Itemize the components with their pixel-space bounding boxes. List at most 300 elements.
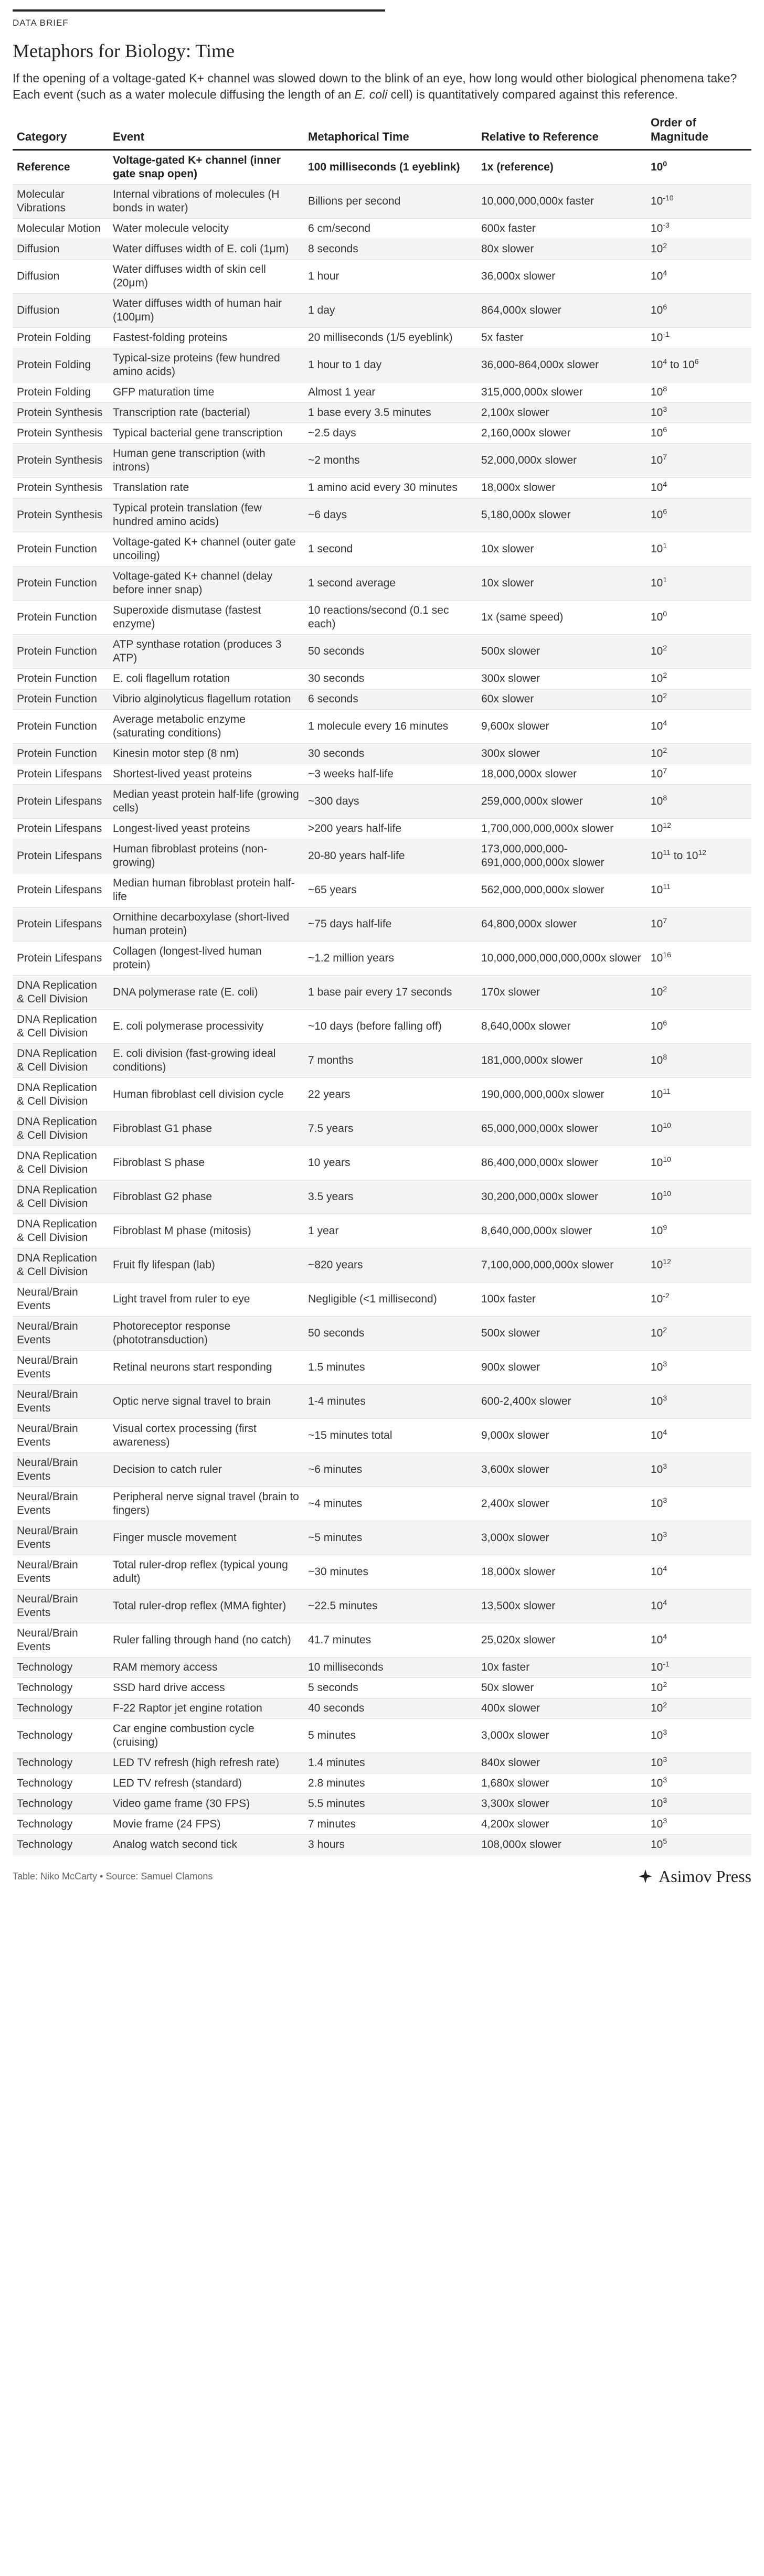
cell-relative: 25,020x slower: [477, 1623, 646, 1658]
cell-event: Typical protein translation (few hundred amino acids): [109, 498, 304, 532]
magnitude-exponent: 3: [663, 1394, 667, 1402]
magnitude-exponent: 10: [663, 1121, 671, 1129]
cell-event: Optic nerve signal travel to brain: [109, 1385, 304, 1419]
table-row: [13, 1351, 751, 1385]
cell-metaphorical-time: 10 years: [304, 1146, 477, 1180]
cell-category: Technology: [13, 1753, 109, 1773]
cell-metaphorical-time: 1 base every 3.5 minutes: [304, 403, 477, 423]
cell-event: Fruit fly lifespan (lab): [109, 1248, 304, 1282]
cell-metaphorical-time: 8 seconds: [304, 239, 477, 260]
cell-relative: 9,600x slower: [477, 710, 646, 744]
cell-metaphorical-time: ~4 minutes: [304, 1487, 477, 1521]
cell-category: Technology: [13, 1658, 109, 1678]
cell-metaphorical-time: 10 reactions/second (0.1 sec each): [304, 601, 477, 635]
magnitude-exponent: 2: [663, 746, 667, 754]
cell-metaphorical-time: 5.5 minutes: [304, 1794, 477, 1814]
cell-category: Protein Synthesis: [13, 478, 109, 498]
cell-metaphorical-time: ~65 years: [304, 873, 477, 907]
cell-event: Fibroblast G1 phase: [109, 1112, 304, 1146]
cell-relative: 900x slower: [477, 1351, 646, 1385]
cell-relative: 840x slower: [477, 1753, 646, 1773]
cell-category: Molecular Motion: [13, 219, 109, 239]
footer-credit: Table: Niko McCarty • Source: Samuel Clamons: [13, 1870, 213, 1882]
cell-relative: 864,000x slower: [477, 294, 646, 328]
cell-metaphorical-time: >200 years half-life: [304, 819, 477, 839]
magnitude-base: 10: [651, 222, 663, 234]
magnitude-base: 10: [651, 1682, 663, 1694]
cell-metaphorical-time: 3.5 years: [304, 1180, 477, 1214]
cell-order-of-magnitude: [646, 150, 751, 185]
table-row: [13, 1248, 751, 1282]
cell-category: Protein Lifespans: [13, 819, 109, 839]
cell-event: Human fibroblast proteins (non-growing): [109, 839, 304, 873]
cell-order-of-magnitude: [646, 382, 751, 403]
cell-order-of-magnitude: [646, 498, 751, 532]
cell-relative: 8,640,000x slower: [477, 1010, 646, 1044]
table-row: [13, 185, 751, 219]
magnitude-base: 10: [651, 795, 663, 807]
cell-relative: 86,400,000,000x slower: [477, 1146, 646, 1180]
cell-order-of-magnitude: [646, 566, 751, 601]
magnitude-base: 10: [651, 1661, 663, 1673]
cell-event: Typical-size proteins (few hundred amino acids): [109, 348, 304, 382]
cell-order-of-magnitude: [646, 1678, 751, 1698]
table-row: [13, 907, 751, 942]
magnitude-base: 10: [651, 645, 663, 657]
cell-category: Diffusion: [13, 294, 109, 328]
cell-order-of-magnitude: [646, 1773, 751, 1794]
magnitude-base: 10: [651, 672, 663, 685]
cell-relative: 5,180,000x slower: [477, 498, 646, 532]
table-row: [13, 1698, 751, 1719]
magnitude-base: 10: [651, 952, 663, 964]
table-row: [13, 478, 751, 498]
table-row: [13, 498, 751, 532]
cell-order-of-magnitude: [646, 764, 751, 785]
intro-italic: E. coli: [354, 88, 388, 101]
cell-metaphorical-time: 41.7 minutes: [304, 1623, 477, 1658]
asimov-press-logo[interactable]: [638, 1867, 751, 1886]
cell-event: Decision to catch ruler: [109, 1453, 304, 1487]
cell-metaphorical-time: ~3 weeks half-life: [304, 764, 477, 785]
cell-order-of-magnitude: [646, 1719, 751, 1753]
cell-event: Human fibroblast cell division cycle: [109, 1078, 304, 1112]
magnitude-base: 10: [651, 693, 663, 705]
magnitude-base: 10: [651, 1818, 663, 1830]
cell-order-of-magnitude: [646, 689, 751, 710]
cell-relative: 18,000x slower: [477, 478, 646, 498]
cell-event: Car engine combustion cycle (cruising): [109, 1719, 304, 1753]
cell-category: Protein Synthesis: [13, 498, 109, 532]
magnitude-base: 10: [651, 332, 663, 344]
magnitude-base: 10: [651, 884, 663, 896]
cell-metaphorical-time: ~30 minutes: [304, 1555, 477, 1589]
magnitude-exponent: -1: [663, 330, 670, 338]
magnitude-base: 10: [651, 407, 663, 419]
magnitude-exponent: 6: [663, 425, 667, 434]
magnitude-base: 10: [651, 577, 663, 589]
cell-relative: 52,000,000x slower: [477, 444, 646, 478]
cell-metaphorical-time: 1.4 minutes: [304, 1753, 477, 1773]
cell-relative: 18,000,000x slower: [477, 764, 646, 785]
cell-relative: 36,000-864,000x slower: [477, 348, 646, 382]
cell-order-of-magnitude: [646, 1180, 751, 1214]
cell-category: Protein Function: [13, 689, 109, 710]
cell-order-of-magnitude: [646, 219, 751, 239]
cell-category: Protein Lifespans: [13, 764, 109, 785]
cell-relative: 30,200,000,000x slower: [477, 1180, 646, 1214]
cell-category: Neural/Brain Events: [13, 1589, 109, 1623]
cell-relative: 400x slower: [477, 1698, 646, 1719]
magnitude-exponent: 9: [663, 1223, 667, 1232]
magnitude-exponent: 2: [663, 985, 667, 993]
table-row: [13, 532, 751, 566]
cell-event: Analog watch second tick: [109, 1835, 304, 1855]
magnitude-base: 10: [651, 822, 663, 835]
magnitude-exponent: 11: [663, 1087, 671, 1095]
cell-event: Longest-lived yeast proteins: [109, 819, 304, 839]
cell-event: Fibroblast G2 phase: [109, 1180, 304, 1214]
cell-event: Movie frame (24 FPS): [109, 1814, 304, 1835]
cell-event: Finger muscle movement: [109, 1521, 304, 1555]
cell-relative: 8,640,000,000x slower: [477, 1214, 646, 1248]
cell-event: Water molecule velocity: [109, 219, 304, 239]
magnitude-base: 10: [651, 509, 663, 521]
cell-metaphorical-time: 1-4 minutes: [304, 1385, 477, 1419]
cell-metaphorical-time: Almost 1 year: [304, 382, 477, 403]
cell-order-of-magnitude: [646, 1419, 751, 1453]
top-rule: [13, 9, 385, 12]
cell-relative: 173,000,000,000-691,000,000,000x slower: [477, 839, 646, 873]
cell-event: GFP maturation time: [109, 382, 304, 403]
cell-order-of-magnitude: [646, 260, 751, 294]
cell-relative: 600x faster: [477, 219, 646, 239]
cell-event: F-22 Raptor jet engine rotation: [109, 1698, 304, 1719]
cell-event: Shortest-lived yeast proteins: [109, 764, 304, 785]
cell-category: DNA Replication & Cell Division: [13, 1146, 109, 1180]
cell-relative: 36,000x slower: [477, 260, 646, 294]
cell-category: Protein Lifespans: [13, 873, 109, 907]
magnitude-base: 10: [651, 768, 663, 780]
cell-event: Fibroblast S phase: [109, 1146, 304, 1180]
cell-category: Neural/Brain Events: [13, 1385, 109, 1419]
magnitude-base: 10: [651, 1702, 663, 1714]
table-row: [13, 1589, 751, 1623]
cell-order-of-magnitude: [646, 1814, 751, 1835]
magnitude-exponent: 4: [663, 1598, 667, 1607]
cell-metaphorical-time: Negligible (<1 millisecond): [304, 1282, 477, 1317]
magnitude-exponent: 10: [663, 1155, 671, 1163]
cell-category: Diffusion: [13, 260, 109, 294]
cell-metaphorical-time: ~15 minutes total: [304, 1419, 477, 1453]
cell-category: DNA Replication & Cell Division: [13, 1044, 109, 1078]
table-row: [13, 1112, 751, 1146]
cell-event: LED TV refresh (standard): [109, 1773, 304, 1794]
cell-order-of-magnitude: [646, 1317, 751, 1351]
cell-order-of-magnitude: [646, 1214, 751, 1248]
cell-event: E. coli flagellum rotation: [109, 669, 304, 689]
table-row: [13, 1521, 751, 1555]
asimov-press-logo-icon: [638, 1868, 653, 1884]
cell-order-of-magnitude: [646, 710, 751, 744]
magnitude-exponent: 4: [663, 269, 667, 277]
cell-event: Translation rate: [109, 478, 304, 498]
magnitude-base: 10: [651, 454, 663, 466]
cell-order-of-magnitude: [646, 294, 751, 328]
cell-event: Visual cortex processing (first awareness): [109, 1419, 304, 1453]
magnitude-exponent: 0: [663, 159, 667, 168]
cell-order-of-magnitude: [646, 785, 751, 819]
magnitude-exponent: 3: [663, 1728, 667, 1736]
cell-event: Internal vibrations of molecules (H bonds in water): [109, 185, 304, 219]
cell-relative: 600-2,400x slower: [477, 1385, 646, 1419]
footer: [13, 1861, 751, 1892]
cell-metaphorical-time: ~10 days (before falling off): [304, 1010, 477, 1044]
cell-metaphorical-time: ~5 minutes: [304, 1521, 477, 1555]
magnitude-base: 10: [651, 195, 663, 207]
magnitude-exponent: 3: [663, 1530, 667, 1538]
cell-order-of-magnitude: [646, 1753, 751, 1773]
cell-relative: 170x slower: [477, 976, 646, 1010]
magnitude-exponent: 2: [663, 241, 667, 250]
magnitude-exponent: 4: [663, 1564, 667, 1573]
magnitude-exponent: -2: [663, 1291, 670, 1300]
magnitude-base: 10: [651, 1395, 663, 1407]
cell-relative: 2,160,000x slower: [477, 423, 646, 444]
cell-relative: 64,800,000x slower: [477, 907, 646, 942]
table-row: [13, 1010, 751, 1044]
cell-relative: 500x slower: [477, 635, 646, 669]
cell-event: Retinal neurons start responding: [109, 1351, 304, 1385]
magnitude-base: 10: [651, 270, 663, 282]
magnitude-exponent: 4: [663, 719, 667, 727]
table-row: [13, 1773, 751, 1794]
cell-event: Median human fibroblast protein half-life: [109, 873, 304, 907]
cell-metaphorical-time: 1 molecule every 16 minutes: [304, 710, 477, 744]
cell-order-of-magnitude: [646, 1385, 751, 1419]
table-row: [13, 1044, 751, 1078]
magnitude-exponent: 10: [663, 1189, 671, 1198]
magnitude-exponent: 4: [663, 1632, 667, 1641]
cell-metaphorical-time: 6 seconds: [304, 689, 477, 710]
column-header-metaphorical-time: Metaphorical Time: [304, 115, 477, 150]
magnitude-exponent: 6: [663, 1019, 667, 1027]
table-row: [13, 764, 751, 785]
cell-relative: 181,000,000x slower: [477, 1044, 646, 1078]
cell-order-of-magnitude: [646, 1698, 751, 1719]
table-row: [13, 423, 751, 444]
cell-metaphorical-time: ~2 months: [304, 444, 477, 478]
cell-metaphorical-time: 20 milliseconds (1/5 eyeblink): [304, 328, 477, 348]
cell-order-of-magnitude: [646, 1794, 751, 1814]
magnitude-base: 10: [651, 1259, 663, 1271]
column-header-event: Event: [109, 115, 304, 150]
cell-order-of-magnitude: [646, 1351, 751, 1385]
cell-event: Light travel from ruler to eye: [109, 1282, 304, 1317]
cell-category: Technology: [13, 1698, 109, 1719]
magnitude-base: 10: [651, 1600, 663, 1612]
magnitude-exponent: 8: [663, 794, 667, 802]
cell-category: Protein Lifespans: [13, 839, 109, 873]
cell-category: Technology: [13, 1814, 109, 1835]
magnitude-exponent: 7: [663, 766, 667, 775]
cell-relative: 2,400x slower: [477, 1487, 646, 1521]
cell-metaphorical-time: ~1.2 million years: [304, 942, 477, 976]
cell-category: Protein Function: [13, 669, 109, 689]
magnitude-exponent: 3: [663, 1360, 667, 1368]
table-row: [13, 1317, 751, 1351]
table-row: [13, 1678, 751, 1698]
cell-relative: 10,000,000,000,000,000x slower: [477, 942, 646, 976]
cell-event: E. coli polymerase processivity: [109, 1010, 304, 1044]
cell-order-of-magnitude: [646, 478, 751, 498]
cell-event: Typical bacterial gene transcription: [109, 423, 304, 444]
cell-event: Ornithine decarboxylase (short-lived human protein): [109, 907, 304, 942]
cell-relative: 5x faster: [477, 328, 646, 348]
cell-category: Protein Lifespans: [13, 942, 109, 976]
table-row: [13, 942, 751, 976]
cell-category: Neural/Brain Events: [13, 1487, 109, 1521]
cell-category: Protein Folding: [13, 348, 109, 382]
cell-category: Protein Function: [13, 532, 109, 566]
magnitude-base: 10: [651, 1532, 663, 1544]
cell-metaphorical-time: 50 seconds: [304, 1317, 477, 1351]
cell-category: Neural/Brain Events: [13, 1623, 109, 1658]
magnitude-base: 10: [651, 1729, 663, 1741]
magnitude-base: 10: [651, 720, 663, 732]
magnitude-exponent: -3: [663, 221, 670, 229]
cell-event: Kinesin motor step (8 nm): [109, 744, 304, 764]
cell-metaphorical-time: 5 seconds: [304, 1678, 477, 1698]
cell-event: Photoreceptor response (phototransduction): [109, 1317, 304, 1351]
table-row: [13, 1794, 751, 1814]
cell-relative: 108,000x slower: [477, 1835, 646, 1855]
cell-order-of-magnitude: [646, 1044, 751, 1078]
magnitude-base: 10: [651, 1634, 663, 1646]
magnitude-base: 10: [651, 1361, 663, 1373]
cell-order-of-magnitude: [646, 907, 751, 942]
table-row: [13, 328, 751, 348]
magnitude-base: 10: [651, 1191, 663, 1203]
cell-order-of-magnitude: [646, 328, 751, 348]
table-row: [13, 1487, 751, 1521]
magnitude-exponent: 4: [663, 1428, 667, 1436]
cell-relative: 300x slower: [477, 744, 646, 764]
cell-metaphorical-time: 1 year: [304, 1214, 477, 1248]
cell-category: Technology: [13, 1678, 109, 1698]
cell-metaphorical-time: ~22.5 minutes: [304, 1589, 477, 1623]
magnitude-exponent: 16: [663, 950, 671, 959]
magnitude-range-to: to 10: [670, 850, 698, 862]
cell-relative: 1,700,000,000,000x slower: [477, 819, 646, 839]
table-row: [13, 1419, 751, 1453]
cell-event: Transcription rate (bacterial): [109, 403, 304, 423]
cell-relative: 10x faster: [477, 1658, 646, 1678]
cell-event: Human gene transcription (with introns): [109, 444, 304, 478]
magnitude-base: 10: [651, 1463, 663, 1476]
cell-metaphorical-time: 1 hour to 1 day: [304, 348, 477, 382]
magnitude-exponent: 0: [663, 610, 667, 618]
cell-category: Neural/Brain Events: [13, 1317, 109, 1351]
table-row: [13, 689, 751, 710]
magnitude-range-to: to 10: [667, 359, 695, 371]
cell-relative: 18,000x slower: [477, 1555, 646, 1589]
cell-metaphorical-time: 5 minutes: [304, 1719, 477, 1753]
cell-relative: 13,500x slower: [477, 1589, 646, 1623]
magnitude-exponent: 7: [663, 916, 667, 925]
intro-suffix: cell) is quantitatively compared against this reference.: [387, 88, 678, 101]
magnitude-exponent: 2: [663, 1701, 667, 1709]
cell-order-of-magnitude: [646, 1146, 751, 1180]
cell-order-of-magnitude: [646, 348, 751, 382]
cell-category: Protein Function: [13, 744, 109, 764]
cell-relative: 80x slower: [477, 239, 646, 260]
cell-category: DNA Replication & Cell Division: [13, 1112, 109, 1146]
cell-metaphorical-time: ~75 days half-life: [304, 907, 477, 942]
cell-metaphorical-time: 6 cm/second: [304, 219, 477, 239]
table-row: [13, 239, 751, 260]
magnitude-exponent: 11: [663, 848, 671, 857]
cell-relative: 259,000,000x slower: [477, 785, 646, 819]
cell-category: Neural/Brain Events: [13, 1282, 109, 1317]
magnitude-base: 10: [651, 1757, 663, 1769]
cell-event: Median yeast protein half-life (growing cells): [109, 785, 304, 819]
table-row: [13, 1385, 751, 1419]
table-row: [13, 1719, 751, 1753]
cell-order-of-magnitude: [646, 601, 751, 635]
magnitude-exponent: 1: [663, 541, 667, 550]
cell-event: RAM memory access: [109, 1658, 304, 1678]
cell-event: Total ruler-drop reflex (MMA fighter): [109, 1589, 304, 1623]
table-row: [13, 1623, 751, 1658]
cell-order-of-magnitude: [646, 1623, 751, 1658]
cell-order-of-magnitude: [646, 1589, 751, 1623]
magnitude-base: 10: [651, 1566, 663, 1578]
table-row: [13, 635, 751, 669]
cell-order-of-magnitude: [646, 1835, 751, 1855]
cell-event: Voltage-gated K+ channel (inner gate snap open): [109, 150, 304, 185]
logo-text: Asimov Press: [659, 1866, 751, 1886]
magnitude-exponent: 4: [663, 480, 667, 488]
cell-relative: 300x slower: [477, 669, 646, 689]
table-body: [13, 150, 751, 1855]
cell-category: Reference: [13, 150, 109, 185]
magnitude-base: 10: [651, 986, 663, 998]
cell-event: ATP synthase rotation (produces 3 ATP): [109, 635, 304, 669]
magnitude-exponent: 3: [663, 1816, 667, 1825]
cell-metaphorical-time: 7 minutes: [304, 1814, 477, 1835]
magnitude-exponent: 2: [663, 691, 667, 700]
cell-order-of-magnitude: [646, 185, 751, 219]
table-row: [13, 348, 751, 382]
cell-category: Technology: [13, 1773, 109, 1794]
cell-metaphorical-time: ~2.5 days: [304, 423, 477, 444]
column-header-category: Category: [13, 115, 109, 150]
table-row: [13, 976, 751, 1010]
cell-metaphorical-time: ~300 days: [304, 785, 477, 819]
cell-category: Neural/Brain Events: [13, 1453, 109, 1487]
magnitude-base: 10: [651, 243, 663, 255]
cell-order-of-magnitude: [646, 1487, 751, 1521]
magnitude-exponent: 8: [663, 1053, 667, 1061]
cell-category: Protein Synthesis: [13, 444, 109, 478]
cell-order-of-magnitude: [646, 1078, 751, 1112]
cell-order-of-magnitude: [646, 942, 751, 976]
cell-category: DNA Replication & Cell Division: [13, 1248, 109, 1282]
table-row: [13, 150, 751, 185]
cell-metaphorical-time: 1 amino acid every 30 minutes: [304, 478, 477, 498]
cell-relative: 2,100x slower: [477, 403, 646, 423]
